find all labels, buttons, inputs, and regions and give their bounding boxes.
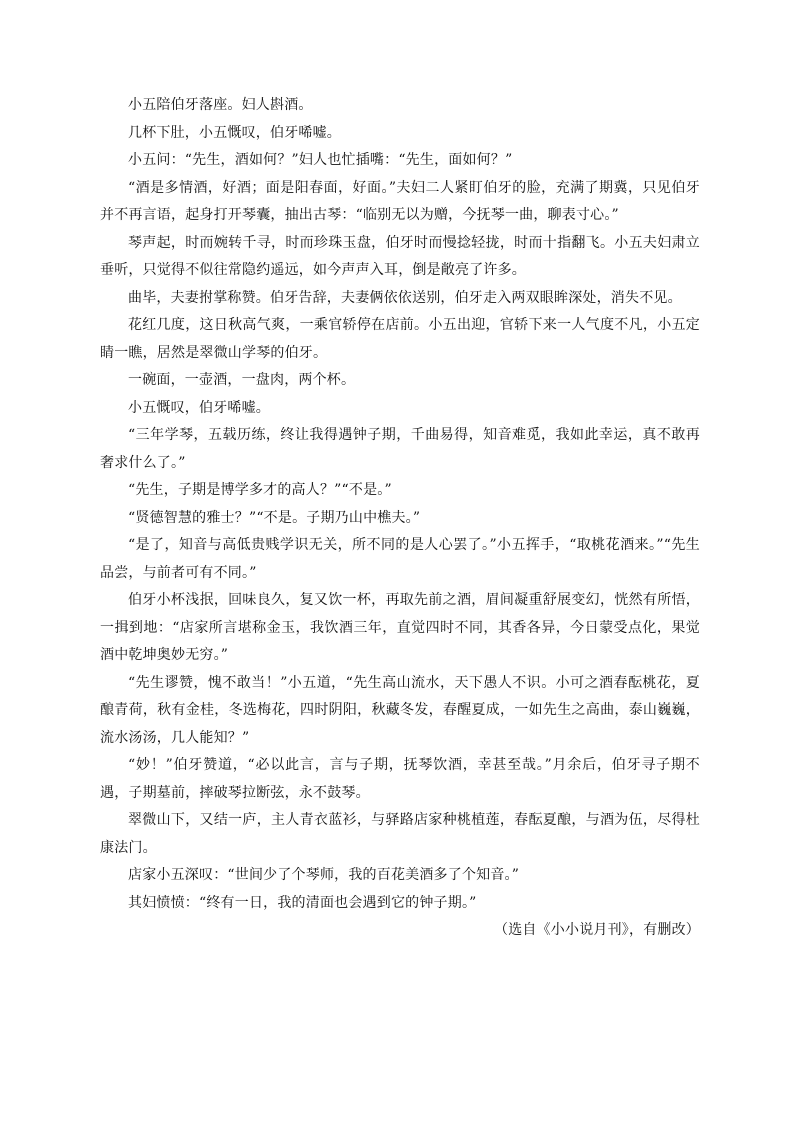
paragraph: “先生，子期是博学多才的高人？”“不是。” <box>128 482 392 498</box>
paragraph: 花红几度，这日秋高气爽，一乘官轿停在店前。小五出迎，官轿下来一人气度不凡，小五定睛一瞧，居然是翠微山学琴的伯牙。 <box>100 317 700 361</box>
story-text <box>100 92 700 945</box>
paragraph: 小五陪伯牙落座。妇人斟酒。 <box>128 97 313 113</box>
paragraph: “三年学琴，五载历练，终让我得遇钟子期，千曲易得，知音难觅，我如此幸运，真不敢再奢求什么了。” <box>100 427 700 471</box>
paragraph: “先生谬赞，愧不敢当！”小五道，“先生高山流水，天下愚人不识。小可之酒春酝桃花，夏酿青荷，秋有金桂，冬选梅花，四时阴阳，秋藏冬发，春醒夏成，一如先生之高曲，泰山巍巍，流水汤汤，几人能知？” <box>100 674 700 746</box>
paragraph: “酒是多情酒，好酒；面是阳春面，好面。”夫妇二人紧盯伯牙的脸，充满了期冀，只见伯牙并不再言语，起身打开琴囊，抽出古琴：“临别无以为赠，今抚琴一曲，聊表寸心。” <box>100 179 700 223</box>
paragraph: “贤德智慧的雅士？”“不是。子期乃山中樵夫。” <box>128 509 421 526</box>
paragraph: 翠微山下，又结一庐，主人青衣蓝衫，与驿路店家种桃植莲，春酝夏酿，与酒为伍，尽得杜康法门。 <box>100 812 700 856</box>
paragraph: 几杯下肚，小五慨叹，伯牙唏嘘。 <box>128 124 341 141</box>
paragraph: “妙！”伯牙赞道，“必以此言，言与子期，抚琴饮酒，幸甚至哉。”月余后，伯牙寻子期不遇，子期墓前，摔破琴拉断弦，永不鼓琴。 <box>100 757 700 801</box>
paragraph: 其妇愤愤：“终有一日，我的清面也会遇到它的钟子期。” <box>128 894 477 911</box>
paragraph: 曲毕，夫妻拊掌称赞。伯牙告辞，夫妻俩依依送别，伯牙走入两双眼眸深处，消失不见。 <box>128 289 682 306</box>
paragraph: 店家小五深叹：“世间少了个琴师，我的百花美酒多了个知音。” <box>128 867 520 883</box>
paragraph: 小五慨叹，伯牙唏嘘。 <box>128 399 270 416</box>
paragraph: “是了，知音与高低贵贱学识无关，所不同的是人心罢了。”小五挥手，“取桃花酒来。”“先生品尝，与前者可有不同。” <box>100 537 700 581</box>
paragraph: 小五问：“先生，酒如何？”妇人也忙插嘴：“先生，面如何？” <box>128 152 513 168</box>
paragraph: 一碗面，一壶酒，一盘肉，两个杯。 <box>128 372 356 388</box>
paragraph: 伯牙小杯浅抿，回味良久，复又饮一杯，再取先前之酒，眉间凝重舒展变幻，恍然有所悟，一揖到地：“店家所言堪称金玉，我饮酒三年，直觉四时不同，其香各异，今日蒙受点化，果觉酒中乾坤奥妙无穷。” <box>100 592 700 663</box>
paragraph: 琴声起，时而婉转千寻，时而珍珠玉盘，伯牙时而慢捻轻拢，时而十指翻飞。小五夫妇肃立垂听，只觉得不似往常隐约遥远，如今声声入耳，倒是敞亮了许多。 <box>100 234 700 278</box>
source-citation: （选自《小小说月刊》，有删改） <box>494 922 700 938</box>
